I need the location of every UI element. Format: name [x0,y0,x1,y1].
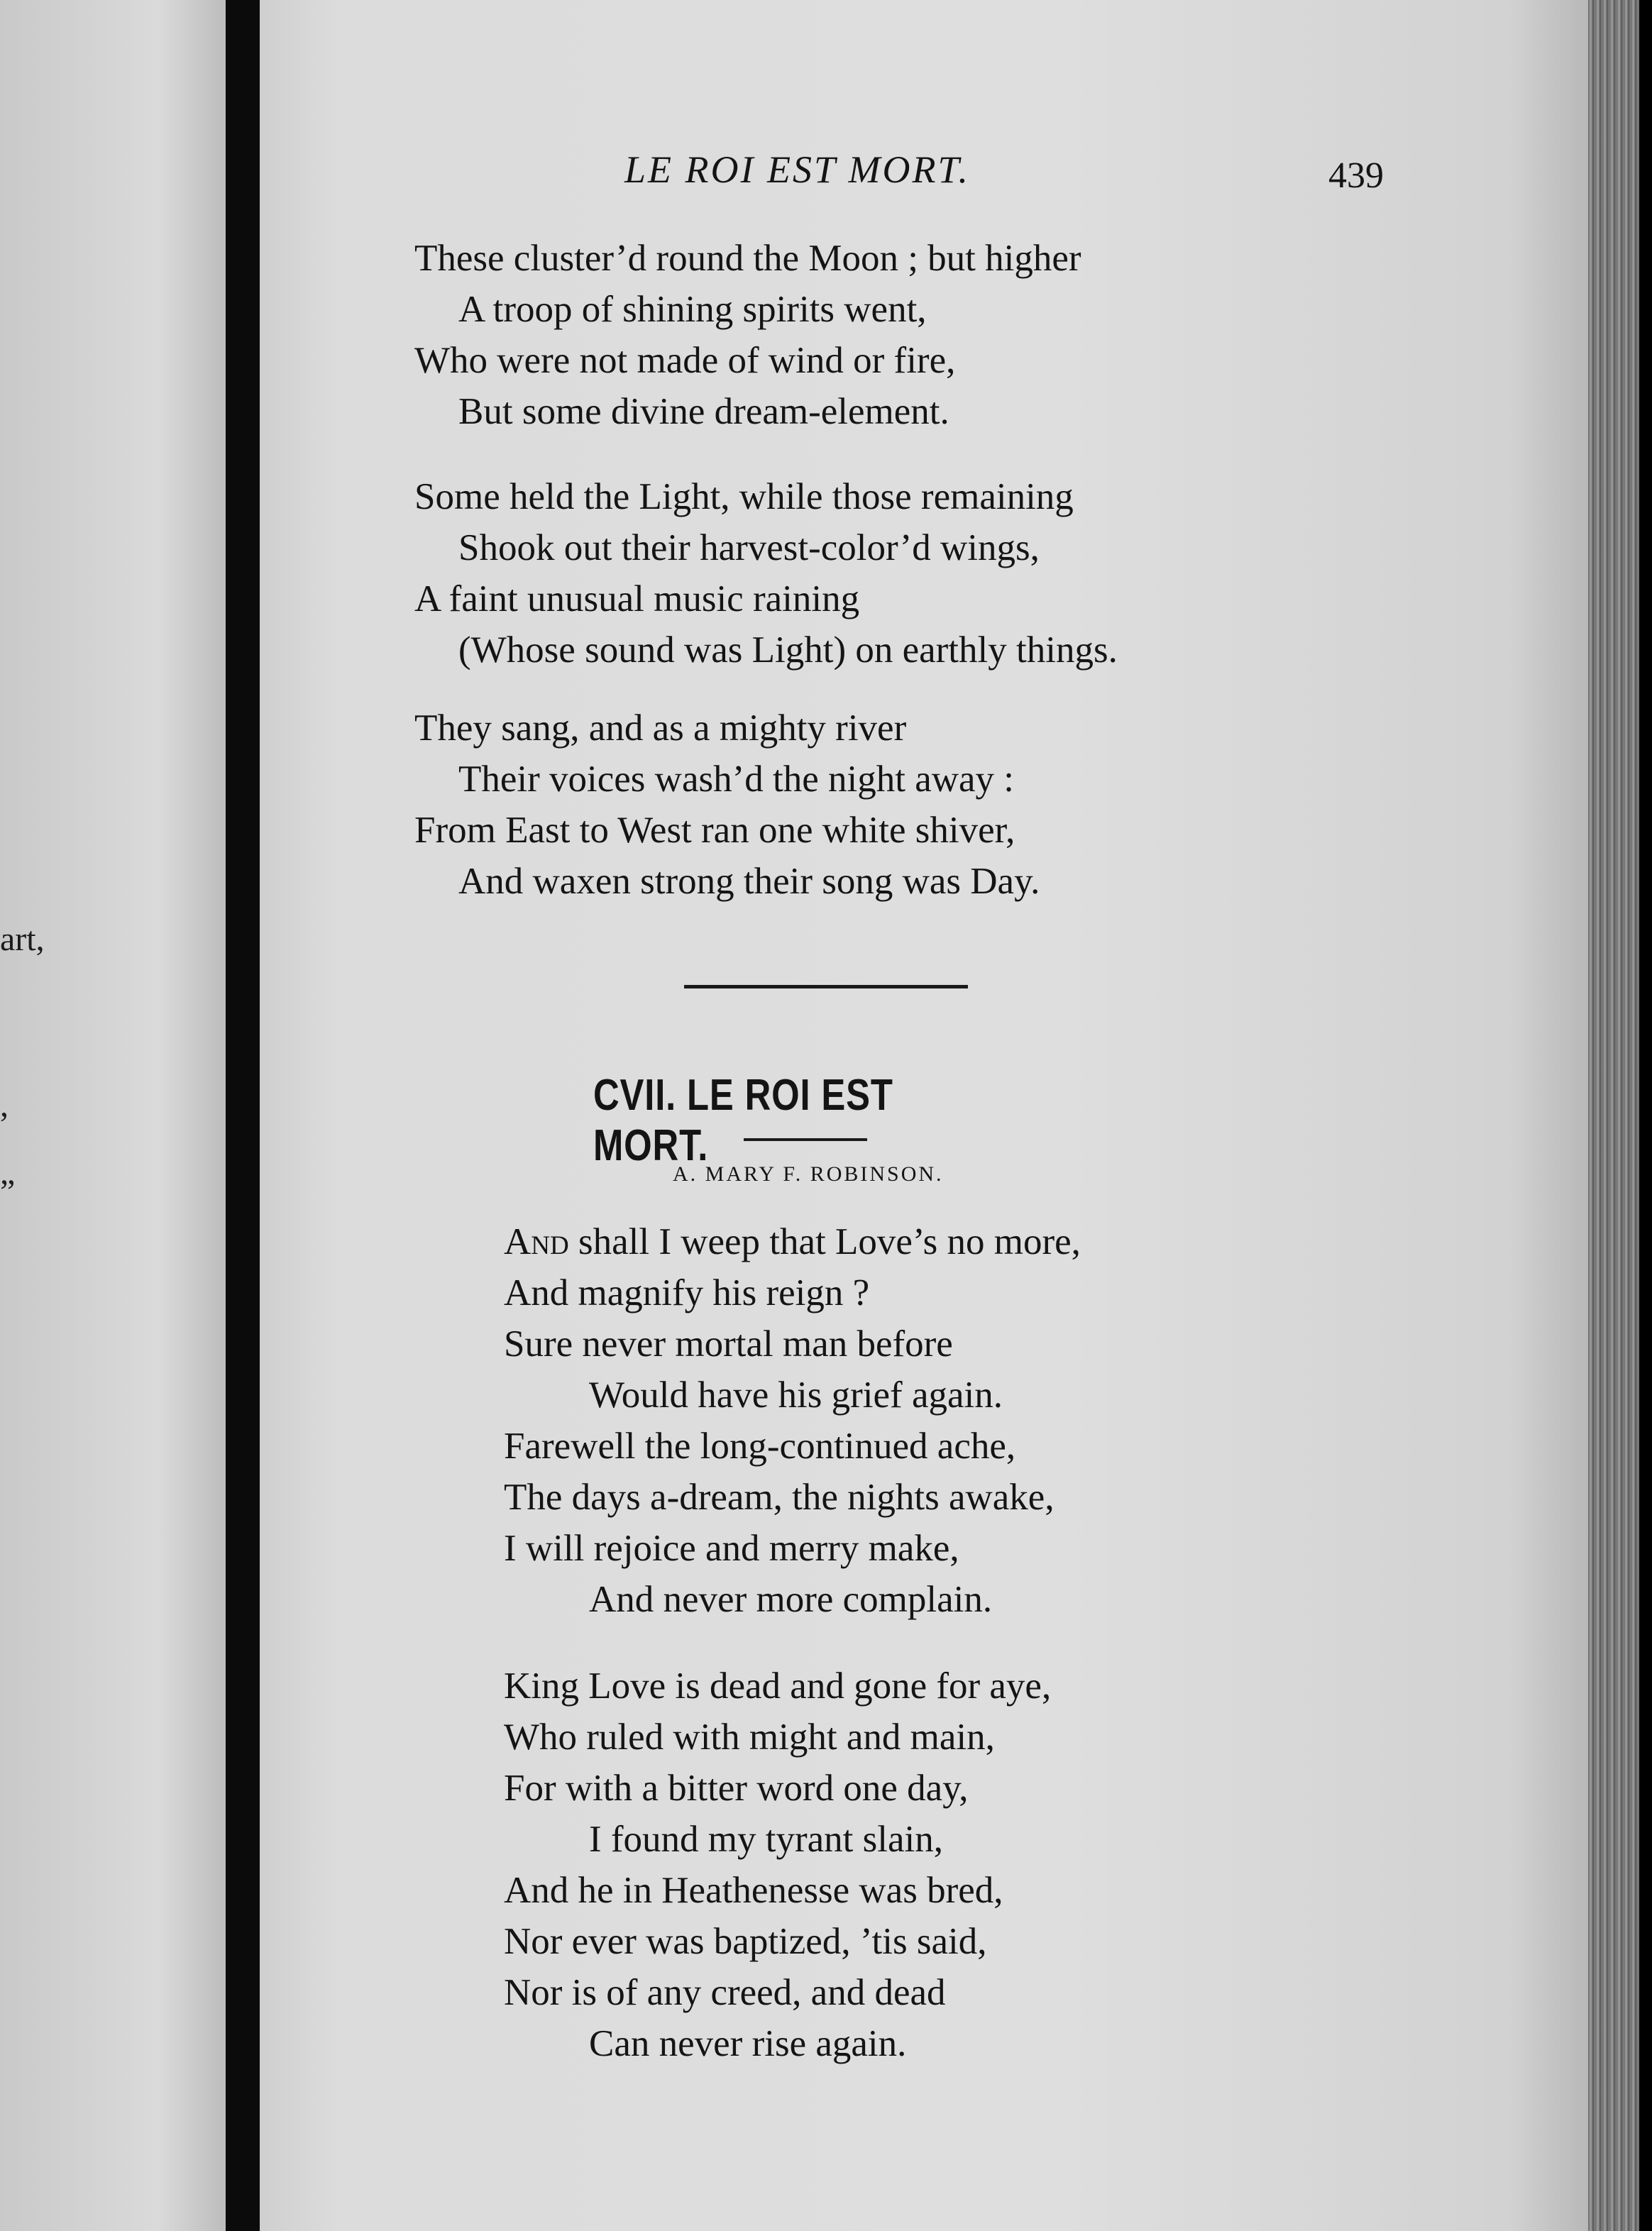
poem-line: The days a-dream, the nights awake, [504,1477,1054,1518]
book-gutter [226,0,260,2231]
page-stack-edge [1588,0,1639,2231]
poem-line: A faint unusual music raining [414,578,860,619]
stanza [504,1660,1051,2069]
poem-line: Nor is of any creed, and dead [504,1972,946,2013]
poem-line: And he in Heathenesse was bred, [504,1870,1003,1911]
poem-title: CVII. LE ROI EST MORT. [593,1071,893,1170]
facing-page-fragment: , [0,1086,9,1124]
poem-line: Shook out their harvest-color’d wings, [458,527,1040,568]
facing-page-fragment: ” [0,1173,16,1211]
drop-word: And [504,1221,569,1262]
poem-line: For with a bitter word one day, [504,1768,969,1809]
poem-line [504,1216,1081,1267]
poem-line-text: shall I weep that Love’s no more, [568,1221,1081,1262]
poem-line: A troop of shining spirits went, [458,289,927,330]
running-title: LE ROI EST MORT. [624,148,971,191]
facing-page-fragment: art, [0,920,45,958]
stanza [414,233,1081,437]
poem-line: Some held the Light, while those remaining [414,476,1074,517]
poem-line: Nor ever was baptized, ’tis said, [504,1921,987,1962]
page-number: 439 [1328,155,1384,196]
title-rule [744,1138,867,1141]
stanza [504,1216,1081,1625]
poem-line: King Love is dead and gone for aye, [504,1665,1052,1707]
poem-line: They sang, and as a mighty river [414,707,907,749]
poem-line: And never more complain. [589,1579,993,1620]
stanza [414,703,1040,907]
poem-line: Would have his grief again. [589,1375,1003,1416]
poem-line: I will rejoice and merry make, [504,1528,959,1569]
poem-line: Who were not made of wind or fire, [414,340,956,381]
poem-line: But some divine dream-element. [458,391,949,432]
facing-page-edge [0,0,226,2231]
poem-line: Sure never mortal man before [504,1323,953,1365]
poem-line: I found my tyrant slain, [589,1819,943,1860]
poem-line: These cluster’d round the Moon ; but higher [414,238,1081,279]
poem-line: From East to West ran one white shiver, [414,810,1015,851]
poem-line: Their voices wash’d the night away : [458,759,1014,800]
poem-line: Can never rise again. [589,2023,907,2064]
poem-line: Farewell the long-continued ache, [504,1426,1016,1467]
poem-line: (Whose sound was Light) on earthly things. [458,629,1118,671]
stanza [414,471,1118,676]
poem-line: And magnify his reign ? [504,1272,870,1313]
poem-line: Who ruled with might and main, [504,1717,995,1758]
poem-line: And waxen strong their song was Day. [458,861,1040,902]
section-divider [684,985,968,988]
poem-author: A. MARY F. ROBINSON. [673,1162,944,1186]
